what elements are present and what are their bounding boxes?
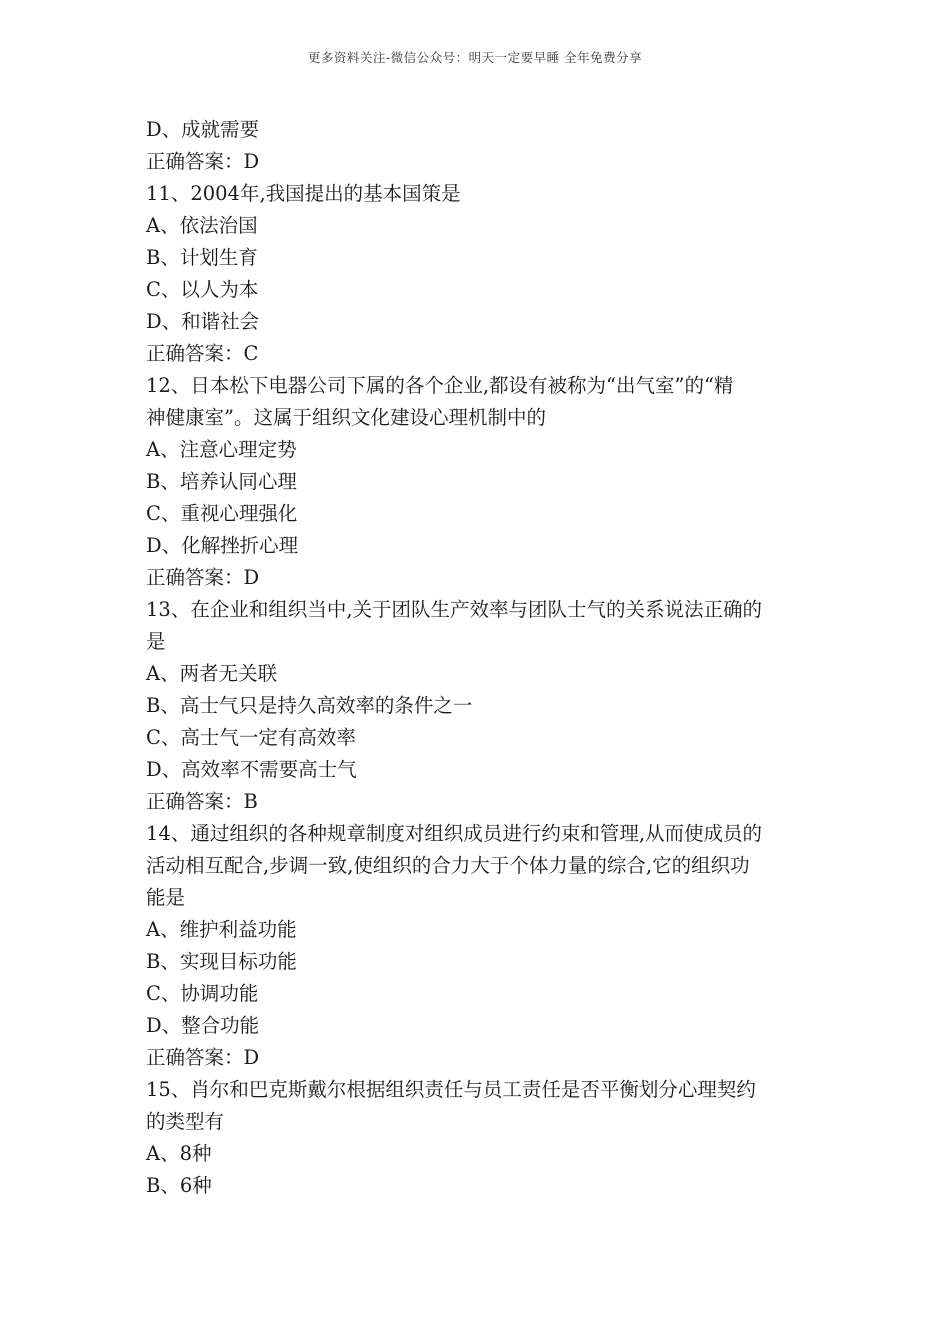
question-line-continued: 能是 xyxy=(146,886,186,909)
option-line: A、8种 xyxy=(146,1142,212,1165)
question-line: 11、2004年,我国提出的基本国策是 xyxy=(146,182,461,205)
question-line-continued: 神健康室”。这属于组织文化建设心理机制中的 xyxy=(146,406,546,429)
question-line: 14、通过组织的各种规章制度对组织成员进行约束和管理,从而使成员的 xyxy=(146,822,763,845)
question-list xyxy=(146,114,810,1202)
answer-line: 正确答案：D xyxy=(146,150,260,173)
option-line: D、化解挫折心理 xyxy=(146,534,299,557)
option-line: A、依法治国 xyxy=(146,214,258,237)
option-line: D、成就需要 xyxy=(146,118,260,141)
page-header-note: 更多资料关注-微信公众号：明天一定要早睡 全年免费分享 xyxy=(307,50,643,65)
option-line: C、协调功能 xyxy=(146,982,259,1005)
answer-line: 正确答案：B xyxy=(146,790,258,813)
option-line: B、计划生育 xyxy=(146,246,258,269)
option-line: C、高士气一定有高效率 xyxy=(146,726,356,749)
option-line: D、高效率不需要高士气 xyxy=(146,758,357,781)
option-line: D、整合功能 xyxy=(146,1014,260,1037)
option-line: B、培养认同心理 xyxy=(146,470,297,493)
option-line: B、6种 xyxy=(146,1174,212,1197)
question-line: 15、肖尔和巴克斯戴尔根据组织责任与员工责任是否平衡划分心理契约 xyxy=(146,1078,756,1101)
option-line: C、以人为本 xyxy=(146,278,259,301)
question-line-continued: 是 xyxy=(146,630,166,653)
option-line: B、高士气只是持久高效率的条件之一 xyxy=(146,694,473,717)
option-line: B、实现目标功能 xyxy=(146,950,297,973)
answer-line: 正确答案：C xyxy=(146,342,259,365)
question-line-continued: 活动相互配合,步调一致,使组织的合力大于个体力量的综合,它的组织功 xyxy=(146,854,750,877)
answer-line: 正确答案：D xyxy=(146,1046,260,1069)
option-line: C、重视心理强化 xyxy=(146,502,298,525)
question-line: 12、日本松下电器公司下属的各个企业,都设有被称为“出气室”的“精 xyxy=(146,374,734,397)
option-line: A、维护利益功能 xyxy=(146,918,297,941)
option-line: D、和谐社会 xyxy=(146,310,260,333)
question-line-continued: 的类型有 xyxy=(146,1110,225,1133)
question-line: 13、在企业和组织当中,关于团队生产效率与团队士气的关系说法正确的 xyxy=(146,598,763,621)
answer-line: 正确答案：D xyxy=(146,566,260,589)
option-line: A、注意心理定势 xyxy=(146,438,297,461)
option-line: A、两者无关联 xyxy=(146,662,278,685)
